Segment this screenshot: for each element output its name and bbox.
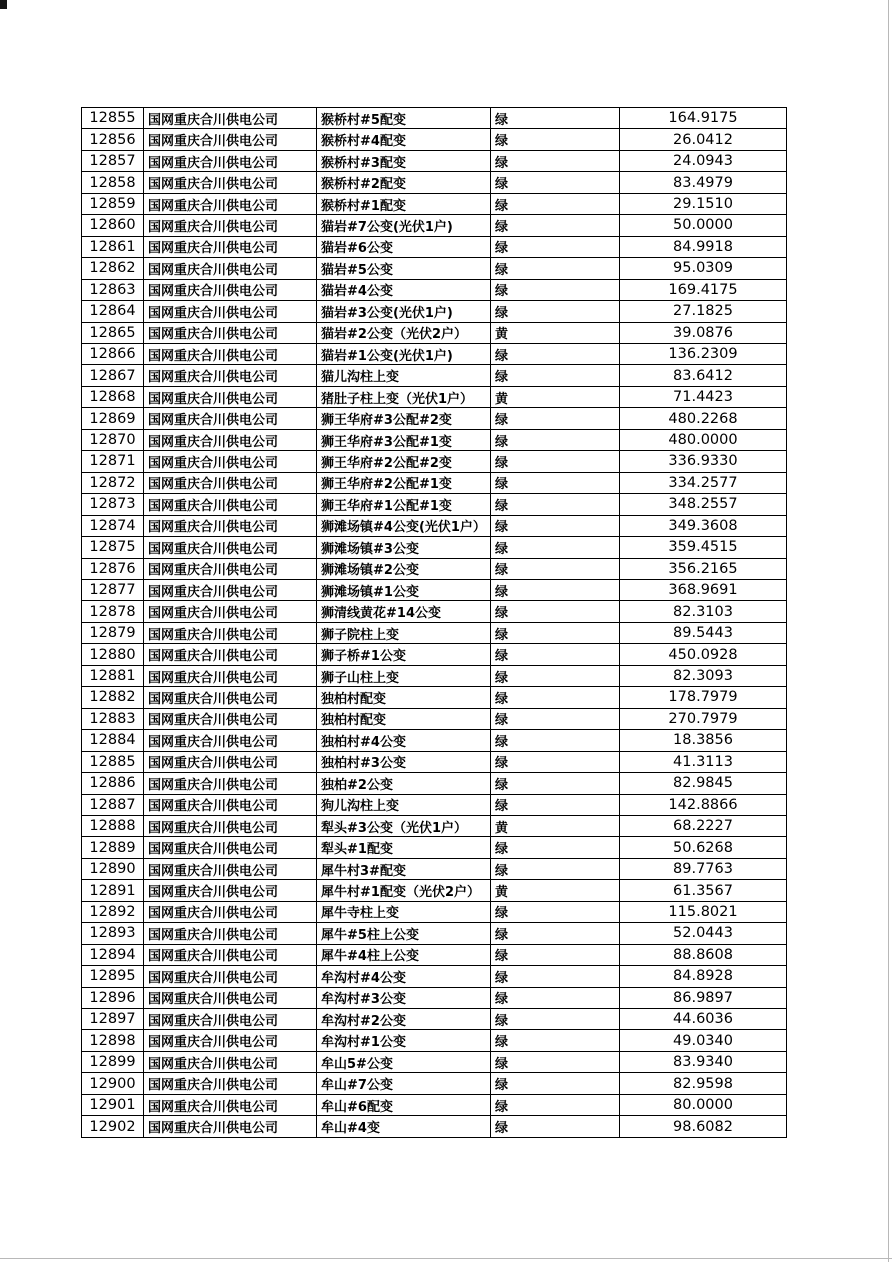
cell-company: 国网重庆合川供电公司 [144,108,317,129]
cell-value: 98.6082 [620,1116,787,1138]
table-row [82,108,787,129]
cell-id: 12879 [82,622,144,643]
table-row [82,944,787,965]
cell-status: 绿 [491,258,620,279]
table-row [82,301,787,322]
cell-company: 国网重庆合川供电公司 [144,708,317,729]
cell-station: 独柏村配变 [317,708,491,729]
cell-company: 国网重庆合川供电公司 [144,837,317,858]
cell-id: 12871 [82,451,144,472]
table-row [82,1094,787,1115]
cell-status: 绿 [491,451,620,472]
cell-value: 18.3856 [620,730,787,751]
cell-status: 绿 [491,472,620,493]
cell-company: 国网重庆合川供电公司 [144,1030,317,1051]
cell-status: 绿 [491,1030,620,1051]
cell-id: 12867 [82,365,144,386]
cell-value: 270.7979 [620,708,787,729]
cell-value: 348.2557 [620,494,787,515]
cell-station: 狮滩场镇#3公变 [317,537,491,558]
cell-value: 336.9330 [620,451,787,472]
table-row [82,687,787,708]
cell-value: 95.0309 [620,258,787,279]
cell-station: 猴桥村#2配变 [317,172,491,193]
cell-value: 61.3567 [620,880,787,901]
cell-value: 84.9918 [620,236,787,257]
cell-station: 狮王华府#2公配#2变 [317,451,491,472]
cell-station: 牟山#7公变 [317,1073,491,1094]
cell-station: 猫岩#1公变(光伏1户) [317,343,491,364]
cell-value: 480.2268 [620,408,787,429]
cell-status: 绿 [491,837,620,858]
cell-status: 绿 [491,1073,620,1094]
cell-status: 绿 [491,193,620,214]
cell-station: 独柏#2公变 [317,773,491,794]
cell-company: 国网重庆合川供电公司 [144,773,317,794]
cell-value: 169.4175 [620,279,787,300]
cell-station: 牟沟村#4公变 [317,966,491,987]
table-row [82,451,787,472]
cell-station: 狮滩场镇#2公变 [317,558,491,579]
cell-status: 绿 [491,858,620,879]
cell-station: 狮子山柱上变 [317,665,491,686]
cell-value: 164.9175 [620,108,787,129]
cell-status: 绿 [491,1094,620,1115]
cell-company: 国网重庆合川供电公司 [144,494,317,515]
cell-company: 国网重庆合川供电公司 [144,365,317,386]
cell-value: 24.0943 [620,150,787,171]
cell-station: 猫岩#6公变 [317,236,491,257]
cell-id: 12856 [82,129,144,150]
cell-status: 绿 [491,494,620,515]
cell-station: 猫岩#2公变（光伏2户） [317,322,491,343]
cell-status: 绿 [491,665,620,686]
cell-status: 黄 [491,815,620,836]
cell-station: 犁头#3公变（光伏1户） [317,815,491,836]
cell-station: 猫岩#5公变 [317,258,491,279]
cell-station: 牟沟村#1公变 [317,1030,491,1051]
cell-station: 牟山5#公变 [317,1051,491,1072]
cell-value: 349.3608 [620,515,787,536]
cell-id: 12869 [82,408,144,429]
cell-value: 82.9845 [620,773,787,794]
cell-station: 猪肚子柱上变（光伏1户） [317,386,491,407]
table-row [82,730,787,751]
cell-value: 50.0000 [620,215,787,236]
cell-company: 国网重庆合川供电公司 [144,858,317,879]
cell-station: 狮王华府#2公配#1变 [317,472,491,493]
cell-id: 12895 [82,966,144,987]
table-row [82,322,787,343]
cell-status: 绿 [491,1009,620,1030]
cell-value: 52.0443 [620,923,787,944]
cell-value: 86.9897 [620,987,787,1008]
cell-id: 12864 [82,301,144,322]
cell-status: 绿 [491,730,620,751]
cell-company: 国网重庆合川供电公司 [144,236,317,257]
cell-value: 334.2577 [620,472,787,493]
cell-company: 国网重庆合川供电公司 [144,815,317,836]
page-edge-right [888,0,889,1262]
cell-status: 绿 [491,751,620,772]
cell-status: 绿 [491,429,620,450]
cell-status: 绿 [491,301,620,322]
cell-id: 12892 [82,901,144,922]
cell-station: 牟沟村#2公变 [317,1009,491,1030]
cell-status: 绿 [491,966,620,987]
table-row [82,1051,787,1072]
cell-company: 国网重庆合川供电公司 [144,601,317,622]
cell-id: 12878 [82,601,144,622]
table-row [82,365,787,386]
cell-id: 12855 [82,108,144,129]
table-row [82,429,787,450]
cell-status: 绿 [491,236,620,257]
cell-company: 国网重庆合川供电公司 [144,429,317,450]
cell-id: 12886 [82,773,144,794]
cell-company: 国网重庆合川供电公司 [144,1094,317,1115]
cell-value: 178.7979 [620,687,787,708]
table-row [82,751,787,772]
cell-company: 国网重庆合川供电公司 [144,1009,317,1030]
cell-id: 12858 [82,172,144,193]
cell-station: 狮王华府#3公配#1变 [317,429,491,450]
cell-value: 450.0928 [620,644,787,665]
cell-value: 82.3103 [620,601,787,622]
cell-id: 12898 [82,1030,144,1051]
cell-id: 12901 [82,1094,144,1115]
cell-company: 国网重庆合川供电公司 [144,687,317,708]
table-row [82,472,787,493]
cell-station: 狮王华府#3公配#2变 [317,408,491,429]
cell-id: 12857 [82,150,144,171]
cell-company: 国网重庆合川供电公司 [144,751,317,772]
cell-status: 绿 [491,515,620,536]
table-row [82,193,787,214]
table-row [82,343,787,364]
cell-status: 绿 [491,558,620,579]
table-row [82,1116,787,1138]
cell-station: 狮王华府#1公配#1变 [317,494,491,515]
cell-status: 绿 [491,279,620,300]
cell-value: 83.4979 [620,172,787,193]
cell-status: 黄 [491,386,620,407]
cell-company: 国网重庆合川供电公司 [144,923,317,944]
cell-company: 国网重庆合川供电公司 [144,386,317,407]
cell-status: 绿 [491,1116,620,1138]
cell-company: 国网重庆合川供电公司 [144,472,317,493]
table-row [82,579,787,600]
cell-status: 绿 [491,708,620,729]
cell-status: 绿 [491,129,620,150]
cell-value: 50.6268 [620,837,787,858]
cell-station: 独柏村#4公变 [317,730,491,751]
cell-company: 国网重庆合川供电公司 [144,644,317,665]
cell-company: 国网重庆合川供电公司 [144,558,317,579]
cell-id: 12899 [82,1051,144,1072]
table-row [82,644,787,665]
cell-id: 12877 [82,579,144,600]
cell-company: 国网重庆合川供电公司 [144,172,317,193]
cell-id: 12900 [82,1073,144,1094]
page-edge-bottom [0,1258,892,1259]
cell-value: 136.2309 [620,343,787,364]
cell-id: 12891 [82,880,144,901]
cell-status: 绿 [491,923,620,944]
cell-status: 绿 [491,172,620,193]
cell-status: 绿 [491,601,620,622]
cell-company: 国网重庆合川供电公司 [144,258,317,279]
cell-status: 黄 [491,880,620,901]
cell-station: 狮清线黄花#14公变 [317,601,491,622]
cell-value: 41.3113 [620,751,787,772]
cell-company: 国网重庆合川供电公司 [144,451,317,472]
cell-value: 27.1825 [620,301,787,322]
cell-company: 国网重庆合川供电公司 [144,215,317,236]
cell-company: 国网重庆合川供电公司 [144,301,317,322]
cell-company: 国网重庆合川供电公司 [144,730,317,751]
cell-status: 绿 [491,215,620,236]
cell-id: 12880 [82,644,144,665]
cell-company: 国网重庆合川供电公司 [144,579,317,600]
cell-station: 牟沟村#3公变 [317,987,491,1008]
cell-company: 国网重庆合川供电公司 [144,944,317,965]
cell-id: 12874 [82,515,144,536]
table-row [82,279,787,300]
table-row [82,172,787,193]
cell-station: 犀牛#4柱上公变 [317,944,491,965]
cell-station: 猴桥村#5配变 [317,108,491,129]
cell-value: 83.9340 [620,1051,787,1072]
cell-id: 12896 [82,987,144,1008]
cell-company: 国网重庆合川供电公司 [144,408,317,429]
cell-status: 绿 [491,1051,620,1072]
cell-company: 国网重庆合川供电公司 [144,537,317,558]
cell-status: 绿 [491,794,620,815]
cell-value: 68.2227 [620,815,787,836]
cell-id: 12860 [82,215,144,236]
cell-station: 狮滩场镇#1公变 [317,579,491,600]
cell-id: 12873 [82,494,144,515]
cell-value: 39.0876 [620,322,787,343]
cell-value: 480.0000 [620,429,787,450]
cell-company: 国网重庆合川供电公司 [144,794,317,815]
cell-station: 猫岩#7公变(光伏1户) [317,215,491,236]
table-row [82,150,787,171]
cell-id: 12894 [82,944,144,965]
cell-value: 368.9691 [620,579,787,600]
table-row [82,408,787,429]
cell-value: 82.3093 [620,665,787,686]
cell-company: 国网重庆合川供电公司 [144,665,317,686]
cell-value: 82.9598 [620,1073,787,1094]
cell-value: 89.7763 [620,858,787,879]
cell-status: 绿 [491,579,620,600]
cell-station: 猴桥村#1配变 [317,193,491,214]
table-row [82,901,787,922]
cell-station: 犀牛村#1配变（光伏2户） [317,880,491,901]
cell-status: 绿 [491,944,620,965]
cell-station: 狮滩场镇#4公变(光伏1户） [317,515,491,536]
cell-value: 26.0412 [620,129,787,150]
cell-company: 国网重庆合川供电公司 [144,129,317,150]
table-row [82,215,787,236]
cell-id: 12861 [82,236,144,257]
cell-company: 国网重庆合川供电公司 [144,193,317,214]
cell-station: 猫岩#4公变 [317,279,491,300]
table-row [82,601,787,622]
cell-value: 84.8928 [620,966,787,987]
cell-station: 犁头#1配变 [317,837,491,858]
cell-status: 绿 [491,773,620,794]
transformer-table [81,107,787,1138]
cell-id: 12890 [82,858,144,879]
cell-station: 犀牛村3#配变 [317,858,491,879]
cell-station: 独柏村#3公变 [317,751,491,772]
table-row [82,1009,787,1030]
cell-id: 12889 [82,837,144,858]
cell-value: 356.2165 [620,558,787,579]
cell-id: 12897 [82,1009,144,1030]
table-row [82,1073,787,1094]
cell-company: 国网重庆合川供电公司 [144,622,317,643]
cell-value: 29.1510 [620,193,787,214]
cell-id: 12881 [82,665,144,686]
table-row [82,258,787,279]
cell-id: 12884 [82,730,144,751]
table-row [82,794,787,815]
cell-value: 80.0000 [620,1094,787,1115]
cell-station: 牟山#4变 [317,1116,491,1138]
cell-status: 黄 [491,322,620,343]
cell-company: 国网重庆合川供电公司 [144,880,317,901]
cell-id: 12875 [82,537,144,558]
cell-id: 12883 [82,708,144,729]
cell-station: 牟山#6配变 [317,1094,491,1115]
table-row [82,494,787,515]
cell-status: 绿 [491,644,620,665]
cell-id: 12893 [82,923,144,944]
scan-corner-artifact [0,0,7,9]
cell-id: 12868 [82,386,144,407]
cell-id: 12882 [82,687,144,708]
cell-id: 12887 [82,794,144,815]
table-body [82,108,787,1138]
cell-station: 猴桥村#3配变 [317,150,491,171]
cell-value: 88.8608 [620,944,787,965]
table-row [82,386,787,407]
cell-station: 猫岩#3公变(光伏1户) [317,301,491,322]
table-row [82,236,787,257]
cell-id: 12863 [82,279,144,300]
table-row [82,1030,787,1051]
cell-company: 国网重庆合川供电公司 [144,322,317,343]
cell-status: 绿 [491,622,620,643]
cell-value: 89.5443 [620,622,787,643]
cell-station: 猫儿沟柱上变 [317,365,491,386]
cell-company: 国网重庆合川供电公司 [144,987,317,1008]
cell-company: 国网重庆合川供电公司 [144,1116,317,1138]
cell-status: 绿 [491,343,620,364]
cell-id: 12866 [82,343,144,364]
cell-company: 国网重庆合川供电公司 [144,901,317,922]
table-row [82,515,787,536]
cell-status: 绿 [491,365,620,386]
table-row [82,815,787,836]
table-row [82,858,787,879]
cell-company: 国网重庆合川供电公司 [144,150,317,171]
cell-status: 绿 [491,108,620,129]
cell-company: 国网重庆合川供电公司 [144,515,317,536]
table-row [82,622,787,643]
cell-value: 71.4423 [620,386,787,407]
table-row [82,773,787,794]
cell-value: 49.0340 [620,1030,787,1051]
cell-station: 独柏村配变 [317,687,491,708]
table-row [82,923,787,944]
table-row [82,708,787,729]
cell-station: 猴桥村#4配变 [317,129,491,150]
cell-station: 狮子桥#1公变 [317,644,491,665]
cell-company: 国网重庆合川供电公司 [144,343,317,364]
cell-id: 12865 [82,322,144,343]
table-row [82,129,787,150]
cell-status: 绿 [491,408,620,429]
table-row [82,880,787,901]
table-row [82,987,787,1008]
cell-company: 国网重庆合川供电公司 [144,1051,317,1072]
cell-company: 国网重庆合川供电公司 [144,279,317,300]
cell-station: 犀牛寺柱上变 [317,901,491,922]
table-row [82,558,787,579]
cell-company: 国网重庆合川供电公司 [144,966,317,987]
table-row [82,966,787,987]
cell-station: 狮子院柱上变 [317,622,491,643]
table-row [82,837,787,858]
cell-status: 绿 [491,901,620,922]
cell-status: 绿 [491,987,620,1008]
table-row [82,537,787,558]
cell-id: 12902 [82,1116,144,1138]
cell-id: 12870 [82,429,144,450]
cell-station: 狗儿沟柱上变 [317,794,491,815]
cell-station: 犀牛#5柱上公变 [317,923,491,944]
cell-value: 359.4515 [620,537,787,558]
cell-status: 绿 [491,150,620,171]
cell-value: 115.8021 [620,901,787,922]
cell-id: 12872 [82,472,144,493]
cell-company: 国网重庆合川供电公司 [144,1073,317,1094]
cell-id: 12862 [82,258,144,279]
table-row [82,665,787,686]
cell-status: 绿 [491,537,620,558]
cell-id: 12859 [82,193,144,214]
cell-id: 12885 [82,751,144,772]
cell-id: 12876 [82,558,144,579]
cell-value: 83.6412 [620,365,787,386]
cell-status: 绿 [491,687,620,708]
cell-value: 142.8866 [620,794,787,815]
cell-value: 44.6036 [620,1009,787,1030]
cell-id: 12888 [82,815,144,836]
